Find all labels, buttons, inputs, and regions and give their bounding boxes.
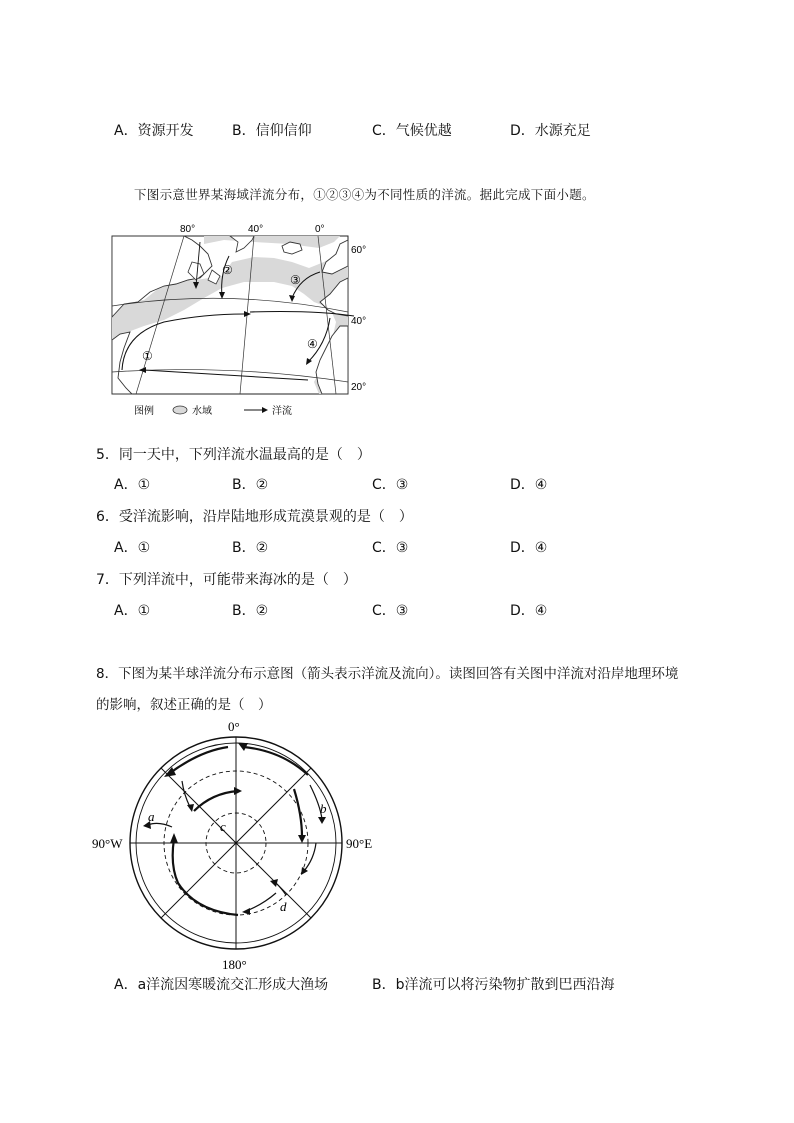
current-label-d: d	[280, 899, 287, 914]
ocean-current-map-svg	[104, 222, 374, 422]
lon-label-80: 80°	[180, 224, 196, 235]
hemisphere-current-svg	[88, 715, 388, 975]
legend-water: 水域	[192, 406, 212, 417]
q8-option-b: B．b洋流可以将污染物扩散到巴西沿海	[372, 977, 615, 993]
q8-option-a: A．a洋流因寒暖流交汇形成大渔场	[114, 977, 329, 993]
q7-option-c: C．③	[372, 603, 409, 619]
question-group-intro: 下图示意世界某海域洋流分布，①②③④为不同性质的洋流。据此完成下面小题。	[134, 187, 595, 202]
q6-stem: 6．受洋流影响，沿岸陆地形成荒漠景观的是（ ）	[96, 509, 413, 525]
q4-option-c: C．气候优越	[372, 123, 452, 139]
q5-stem: 5．同一天中，下列洋流水温最高的是（ ）	[96, 447, 371, 463]
current-label-2: ②	[222, 263, 233, 277]
current-label-b: b	[320, 801, 327, 816]
current-label-c: c	[220, 819, 226, 834]
current-label-a: a	[148, 809, 155, 824]
lon-label-40: 40°	[248, 224, 264, 235]
q7-option-d: D．④	[510, 603, 548, 619]
legend-current: 洋流	[272, 406, 292, 417]
current-legend-arrow-icon	[262, 407, 268, 413]
hemisphere-current-diagram	[88, 715, 388, 975]
q8-stem-line1: 8．下图为某半球洋流分布示意图（箭头表示洋流及流向）。读图回答有关图中洋流对沿岸地理环境	[96, 666, 679, 682]
q6-option-b: B．②	[232, 540, 269, 556]
q5-option-b: B．②	[232, 477, 269, 493]
q5-option-c: C．③	[372, 477, 409, 493]
lat-label-20: 20°	[351, 382, 367, 393]
q5-option-d: D．④	[510, 477, 548, 493]
label-90w: 90°W	[92, 836, 123, 851]
label-90e: 90°E	[346, 836, 373, 851]
lon-label-0: 0°	[315, 224, 325, 235]
legend-title: 图例	[134, 406, 154, 417]
water-legend-icon	[173, 406, 187, 414]
current-label-3: ③	[290, 273, 301, 287]
q7-option-a: A．①	[114, 603, 151, 619]
lat-label-40: 40°	[351, 316, 367, 327]
q6-option-a: A．①	[114, 540, 151, 556]
q6-option-c: C．③	[372, 540, 409, 556]
q4-option-a: A．资源开发	[114, 123, 194, 139]
ocean-current-map	[104, 222, 374, 422]
q7-option-b: B．②	[232, 603, 269, 619]
q4-option-b: B．信仰信仰	[232, 123, 312, 139]
q6-option-d: D．④	[510, 540, 548, 556]
q4-option-d: D．水源充足	[510, 123, 591, 139]
q7-stem: 7．下列洋流中，可能带来海冰的是（ ）	[96, 572, 357, 588]
label-180-degrees: 180°	[222, 957, 247, 972]
q8-stem-line2: 的影响，叙述正确的是（ ）	[96, 697, 272, 713]
lat-label-60: 60°	[351, 245, 367, 256]
q5-option-a: A．①	[114, 477, 151, 493]
label-0-degrees: 0°	[228, 719, 240, 734]
current-label-4: ④	[307, 337, 318, 351]
current-label-1: ①	[142, 349, 153, 363]
